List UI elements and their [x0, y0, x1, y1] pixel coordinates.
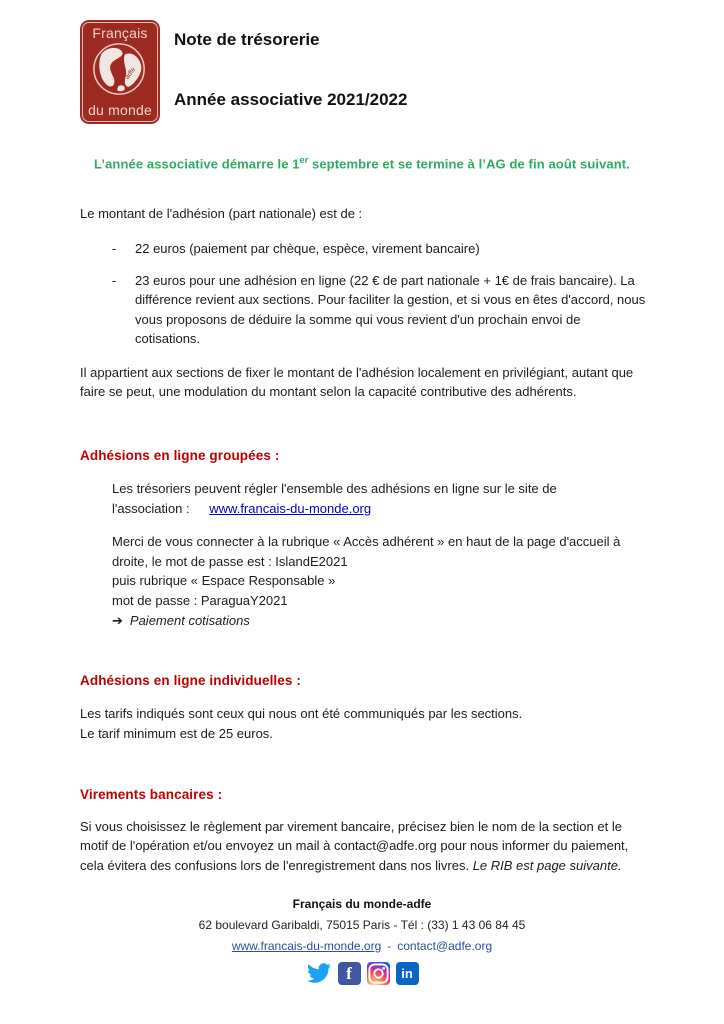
bullet-dash: - [112, 272, 117, 288]
membership-list [80, 239, 662, 349]
connect-line-2: puis rubrique « Espace Responsable » [112, 573, 336, 589]
footer-email-link[interactable]: contact@adfe.org [397, 939, 493, 954]
membership-note: Il appartient aux sections de fixer le montant de l'adhésion localement en privilégiant, autant que faire se peut, une modulation du montant selon la capacité contributive des adhérents. [80, 364, 634, 400]
document-header [0, 0, 724, 124]
tariffs-paragraph [80, 704, 662, 743]
twitter-icon[interactable] [306, 962, 332, 985]
tariffs-line-1: Les tarifs indiqués sont ceux qui nous ont été communiqués par les sections. [80, 706, 523, 722]
bullet-dash: - [112, 241, 117, 257]
page-subtitle: Année associative 2021/2022 [174, 89, 408, 109]
transfers-body-text: Si vous choisissez le règlement par virement bancaire, précisez bien le nom de la section et le motif de l'opération et/ou envoyez un mail à contact@adfe.org pour nous informer du paiement, cela évitera des confusions lors de l'enregistrement dans nos livres. [80, 818, 629, 873]
right-arrow-icon: ➔ [112, 613, 123, 629]
associative-year-note [0, 151, 724, 174]
list-item-text: 22 euros (paiement par chèque, espèce, virement bancaire) [135, 241, 480, 257]
connect-line-3: mot de passe : ParaguaY2021 [112, 592, 288, 608]
payment-label: Paiement cotisations [129, 613, 250, 629]
linkedin-icon[interactable]: in [396, 962, 419, 985]
list-item [112, 239, 662, 259]
connect-line-1: Merci de vous connecter à la rubrique « Accès adhérent » en haut de la page d'accueil à droite, le mot de passe est : IslandE2021 [112, 534, 621, 569]
document-body [0, 204, 724, 876]
logo-text-top: Français [92, 25, 148, 41]
section-heading-transfers: Virements bancaires : [80, 787, 223, 803]
footer-links [0, 937, 724, 957]
list-item [112, 271, 662, 349]
footer-separator: - [387, 939, 392, 954]
connection-instructions [112, 532, 624, 631]
document-footer [0, 895, 724, 985]
rib-note-italic: Le RIB est page suivante. [472, 857, 622, 873]
intro-text-after: septembre et se termine à l’AG de fin août suivant. [308, 156, 630, 172]
membership-lead: Le montant de l'adhésion (part nationale) est de : [80, 205, 363, 221]
section-heading-grouped: Adhésions en ligne groupées : [80, 447, 280, 463]
instagram-icon[interactable] [367, 962, 390, 985]
intro-text-before: L’année associative démarre le 1 [94, 156, 300, 172]
title-block [174, 20, 407, 109]
footer-site-link[interactable]: www.francais-du-monde.org [231, 939, 382, 954]
payment-arrow-line [112, 611, 624, 631]
page-title: Note de trésorerie [174, 30, 320, 49]
facebook-icon[interactable]: f [338, 962, 361, 985]
list-item-text: 23 euros pour une adhésion en ligne (22 € de part nationale + 1€ de frais bancaire). La différence revient aux sections. Pour faciliter la gestion, et si vous en êtes d'accord, nous vous proposons de déduire la somme qui vous revient d'un prochain envoi de cotisations. [135, 272, 646, 347]
intro-superscript: er [299, 155, 309, 165]
footer-address: 62 boulevard Garibaldi, 75015 Paris - Tél : (33) 1 43 06 84 45 [198, 917, 526, 932]
grouped-intro-paragraph [112, 479, 624, 518]
section-heading-individual: Adhésions en ligne individuelles : [80, 672, 301, 688]
logo-text-bottom: du monde [88, 101, 152, 118]
svg-text:adfe: adfe [123, 66, 138, 81]
tariffs-line-2: Le tarif minimum est de 25 euros. [80, 725, 273, 741]
globe-icon [89, 41, 151, 103]
transfers-paragraph [80, 817, 640, 876]
francais-du-monde-logo [80, 20, 160, 124]
footer-org-name: Français du monde-adfe [292, 897, 432, 912]
social-icons-row [0, 962, 724, 985]
grouped-intro-text: Les trésoriers peuvent régler l'ensemble des adhésions en ligne sur le site de l'association : [112, 481, 557, 516]
association-site-link[interactable]: www.francais-du-monde.org [209, 500, 372, 516]
